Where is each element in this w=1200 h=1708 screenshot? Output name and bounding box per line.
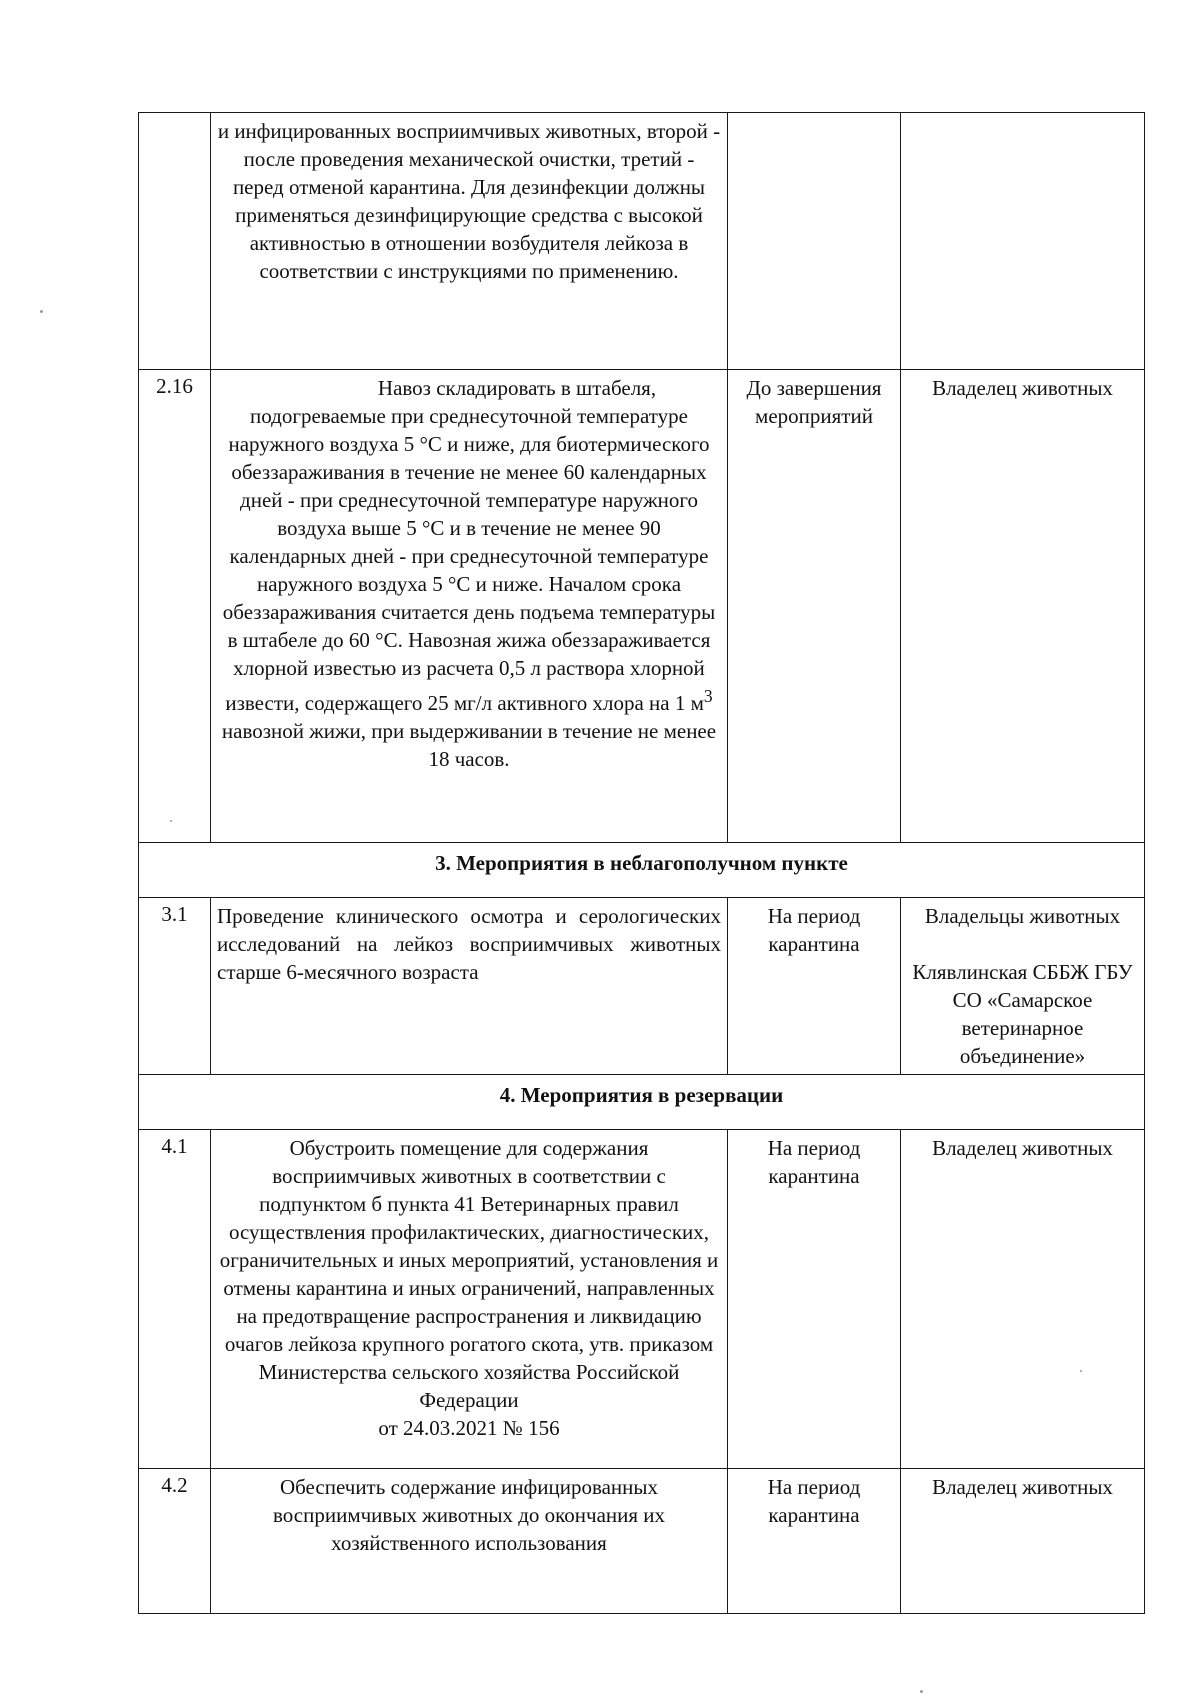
- measure-text-part: навозной жижи, при выдерживании в течение не менее 18 часов.: [221, 719, 717, 771]
- scan-speck: [920, 1690, 923, 1693]
- row-number: 3.1: [139, 898, 211, 1075]
- section-header-row: [139, 1075, 1145, 1130]
- measure-responsible: [901, 898, 1145, 1075]
- measure-term: На период карантина: [728, 1130, 901, 1469]
- order-date: от 24.03.2021 № 156: [378, 1416, 560, 1440]
- measure-text: и инфицированных восприимчивых животных, второй - после проведения механической очистки, третий - перед отменой карантина. Для дезинфекции должны применяться дезинфицирующие средства с высокой активностью в отношении возбудителя лейкоза в соответствии с инструкциями по применению.: [211, 113, 728, 370]
- measure-text-part: Навоз складировать в штабеля, подогреваемые при среднесуточной температуре наружного воздуха 5 °С и ниже, для биотермического обеззараживания в течение не менее 60 календарных дней - при среднесуточной температуре наружного воздуха выше 5 °С и в течение не менее 90 календарных дней - при среднесуточной температуре наружного воздуха 5 °С и ниже. Началом срока обеззараживания считается день подъема температуры в штабеле до 60 °С. Навозная жижа обеззараживается хлорной известью из расчета 0,5 л раствора хлорной извести, содержащего 25 мг/л активного хлора на 1 м: [222, 376, 716, 715]
- row-number: 4.1: [139, 1130, 211, 1469]
- row-number: 4.2: [139, 1469, 211, 1614]
- measure-text-part: Обустроить помещение для содержания восприимчивых животных в соответствии с подпунктом б пункта 41 Ветеринарных правил осуществления профилактических, диагностических, ограничительных и иных мероприятий, установления и отмены карантина и иных ограничений, направленных на предотвращение распространения и ликвидацию очагов лейкоза крупного рогатого скота, утв. приказом Министерства сельского хозяйства Российской Федерации: [219, 1136, 719, 1412]
- measure-term: До завершения мероприятий: [728, 370, 901, 843]
- measure-text: Обеспечить содержание инфицированных восприимчивых животных до окончания их хозяйственного использования: [211, 1469, 728, 1614]
- table-row: [139, 1130, 1145, 1469]
- measure-term: На период карантина: [728, 1469, 901, 1614]
- table-row: [139, 1469, 1145, 1614]
- section-title: 4. Мероприятия в резервации: [139, 1075, 1145, 1130]
- table-row: [139, 898, 1145, 1075]
- responsible-owners: Владельцы животных: [924, 904, 1121, 928]
- table-row: [139, 113, 1145, 370]
- measure-text: [211, 1130, 728, 1469]
- measure-responsible: Владелец животных: [901, 1130, 1145, 1469]
- section-header-row: [139, 843, 1145, 898]
- row-number: 2.16: [139, 370, 211, 843]
- scan-speck: [170, 820, 172, 822]
- measure-responsible: Владелец животных: [901, 370, 1145, 843]
- measure-term: [728, 113, 901, 370]
- measure-responsible: Владелец животных: [901, 1469, 1145, 1614]
- scan-speck: [1080, 1370, 1082, 1372]
- measure-text: [211, 370, 728, 843]
- measures-table: [138, 112, 1145, 1614]
- measure-term: На период карантина: [728, 898, 901, 1075]
- cubic-superscript: 3: [703, 686, 713, 706]
- table-row: [139, 370, 1145, 843]
- row-number: [139, 113, 211, 370]
- measure-text: Проведение клинического осмотра и серологических исследований на лейкоз восприимчивых животных старше 6-месячного возраста: [211, 898, 728, 1075]
- section-title: 3. Мероприятия в неблагополучном пункте: [139, 843, 1145, 898]
- scan-speck: [40, 310, 43, 313]
- responsible-vet-station: Клявлинская СББЖ ГБУ СО «Самарское ветеринарное объединение»: [912, 960, 1133, 1068]
- measure-responsible: [901, 113, 1145, 370]
